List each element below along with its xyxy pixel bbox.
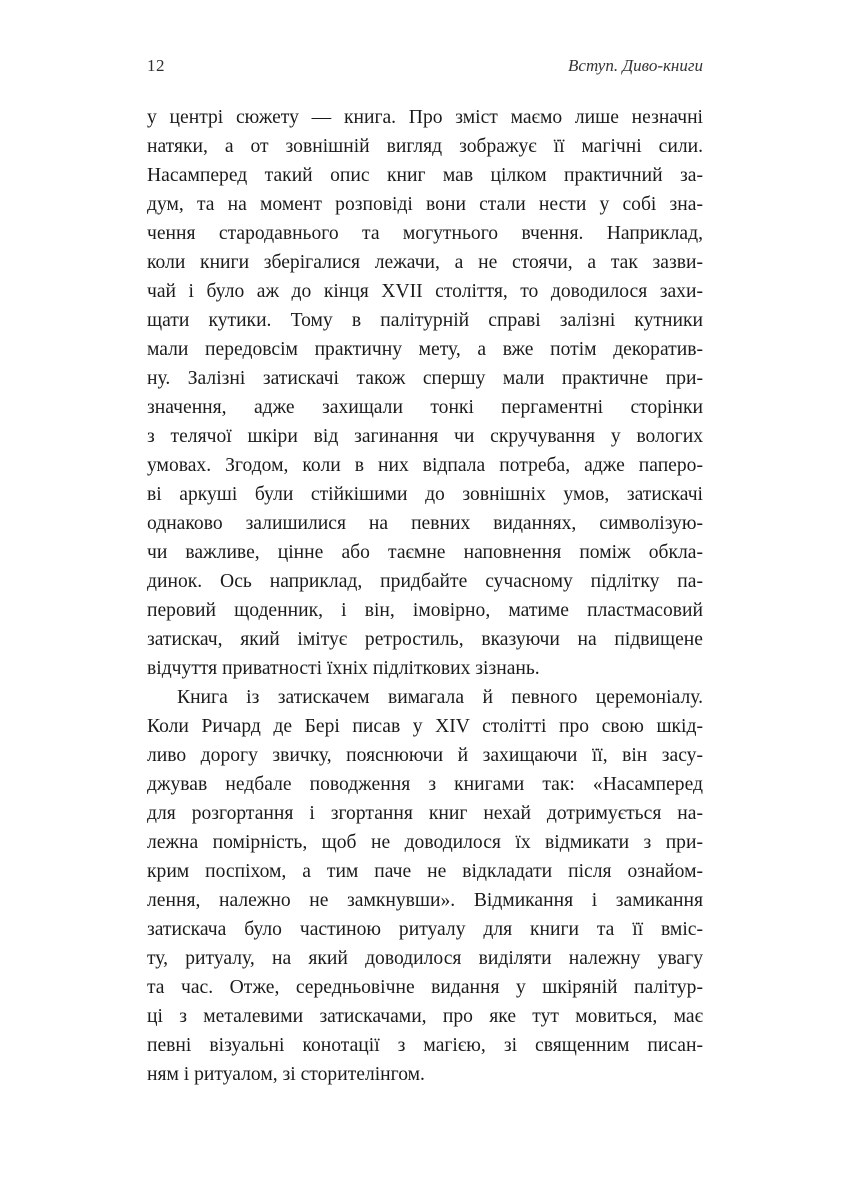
text-line: мали передовсім практичну мету, а вже потім декоратив- [147, 339, 703, 360]
text-line: відчуття приватності їхніх підліткових зізнань. [147, 658, 540, 679]
page-header [147, 56, 703, 76]
text-line: ці з металевими затискачами, про яке тут мовиться, має [147, 1006, 703, 1027]
text-line: Книга із затискачем вимагала й певного церемоніалу. [177, 687, 703, 708]
text-line: певні візуальні конотації з магією, зі священним писан- [147, 1035, 703, 1056]
text-line: Насамперед такий опис книг мав цілком практичний за- [147, 165, 703, 186]
text-line: натяки, а от зовнішній вигляд зображує її магічні сили. [147, 136, 703, 157]
text-line: джував недбале поводження з книгами так: «Насамперед [147, 774, 703, 795]
text-line: перовий щоденник, і він, імовірно, матиме пластмасовий [147, 600, 703, 621]
text-line: значення, адже захищали тонкі пергаментні сторінки [147, 397, 703, 418]
text-line: чай і було аж до кінця XVII століття, то доводилося захи- [147, 281, 703, 302]
text-line: з телячої шкіри від загинання чи скручування у вологих [147, 426, 703, 447]
paragraph [147, 103, 703, 683]
text-line: та час. Отже, середньовічне видання у шкіряній палітур- [147, 977, 703, 998]
body-text [147, 103, 703, 1089]
text-line: коли книги зберігалися лежачи, а не стоячи, а так зазви- [147, 252, 703, 273]
text-line: умовах. Згодом, коли в них відпала потреба, адже паперо- [147, 455, 703, 476]
running-head: Вступ. Диво-книги [568, 56, 703, 75]
text-line: у центрі сюжету — книга. Про зміст маємо лише незначні [147, 107, 703, 128]
text-line: лежна помірність, щоб не доводилося їх відмикати з при- [147, 832, 703, 853]
text-line: ві аркуші були стійкішими до зовнішніх умов, затискачі [147, 484, 703, 505]
text-line: ливо дорогу звичку, пояснюючи й захищаючи її, він засу- [147, 745, 703, 766]
text-line: крим поспіхом, а тим паче не відкладати після ознайом- [147, 861, 703, 882]
text-line: затискач, який імітує ретростиль, вказуючи на підвищене [147, 629, 703, 650]
text-line: дум, та на момент розповіді вони стали нести у собі зна- [147, 194, 703, 215]
text-line: для розгортання і згортання книг нехай дотримується на- [147, 803, 703, 824]
text-line: чи важливе, цінне або таємне наповнення поміж обкла- [147, 542, 703, 563]
text-line: затискача було частиною ритуалу для книги та її вміс- [147, 919, 703, 940]
text-line: ту, ритуалу, на який доводилося виділяти належну увагу [147, 948, 703, 969]
text-line: ням і ритуалом, зі сторителінгом. [147, 1064, 425, 1085]
text-line: однаково залишилися на певних виданнях, символізую- [147, 513, 703, 534]
text-line: Коли Ричард де Бері писав у XIV столітті про свою шкід- [147, 716, 703, 737]
text-line: динок. Ось наприклад, придбайте сучасному підлітку па- [147, 571, 703, 592]
text-line: щати кутики. Тому в палітурній справі залізні кутники [147, 310, 703, 331]
text-line: лення, належно не замкнувши». Відмикання і замикання [147, 890, 703, 911]
text-line: ну. Залізні затискачі також спершу мали практичне при- [147, 368, 703, 389]
paragraph [147, 683, 703, 1089]
page-number: 12 [147, 56, 165, 75]
text-line: чення стародавнього та могутнього вчення. Наприклад, [147, 223, 703, 244]
